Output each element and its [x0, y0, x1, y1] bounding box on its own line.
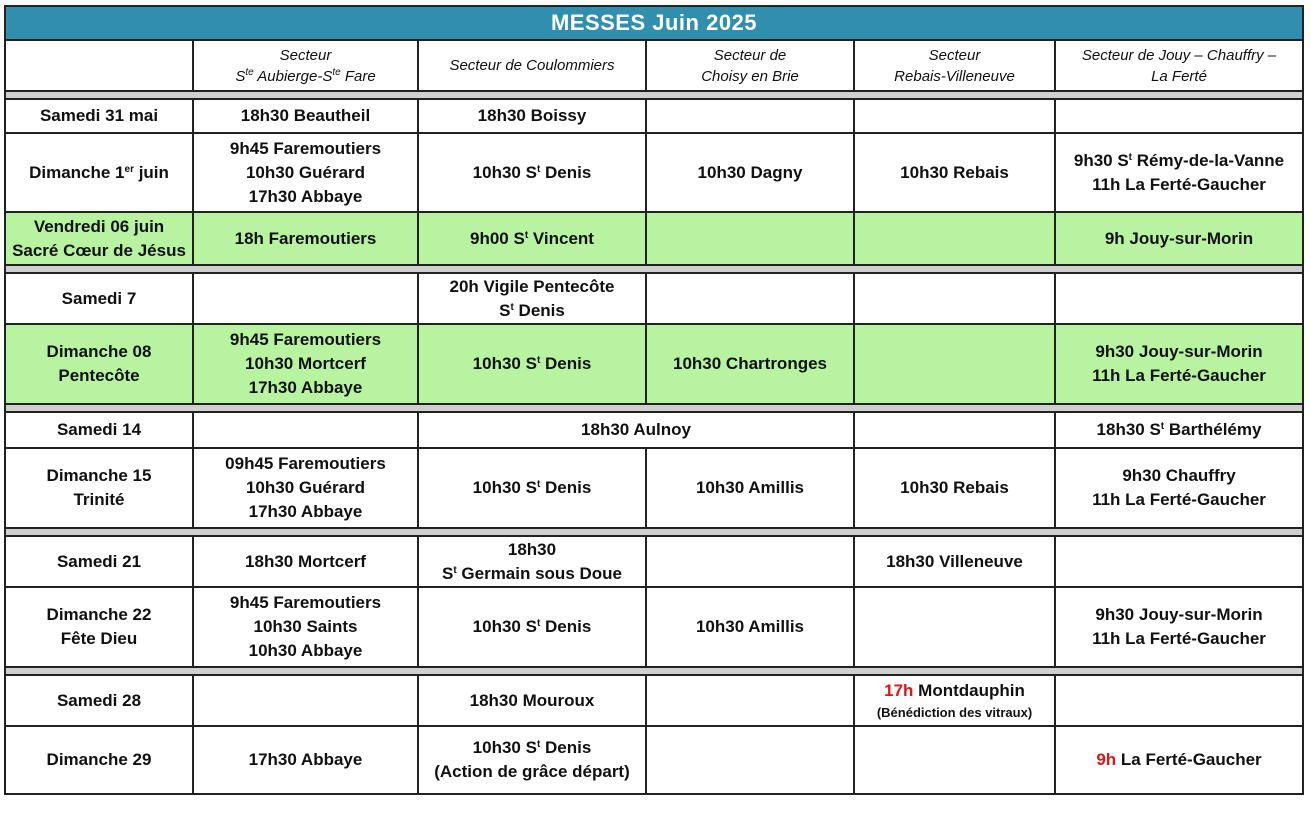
mass-cell: 10h30 Rebais — [854, 133, 1055, 212]
day-cell: Samedi 28 — [5, 675, 193, 726]
day-cell: Dimanche 08 Pentecôte — [5, 324, 193, 404]
mass-cell: 9h La Ferté-Gaucher — [1055, 726, 1303, 794]
mass-cell: 10h30 $S^t$ Denis — [418, 324, 646, 404]
mass-cell: 9h30 Jouy-sur-Morin 11h La Ferté-Gaucher — [1055, 587, 1303, 667]
mass-cell: 9h Jouy-sur-Morin — [1055, 212, 1303, 265]
table-row — [5, 448, 1303, 528]
empty-cell — [1055, 675, 1303, 726]
header-blank — [5, 40, 193, 91]
table-row — [5, 536, 1303, 587]
mass-cell: 10h30 Amillis — [646, 587, 854, 667]
separator-row — [5, 91, 1303, 99]
table-row — [5, 726, 1303, 794]
mass-cell: 18h30 $S^t$ Barthélémy — [1055, 412, 1303, 448]
mass-cell: 10h30 $S^t$ Denis — [418, 133, 646, 212]
empty-cell — [646, 99, 854, 133]
empty-cell — [646, 726, 854, 794]
mass-cell: 10h30 Amillis — [646, 448, 854, 528]
empty-cell — [854, 99, 1055, 133]
table-row — [5, 212, 1303, 265]
day-cell: Samedi 31 mai — [5, 99, 193, 133]
mass-cell: 18h30 Boissy — [418, 99, 646, 133]
mass-cell: 10h30 Dagny — [646, 133, 854, 212]
mass-cell: 10h30 $S^t$ Denis (Action de grâce départ) — [418, 726, 646, 794]
header-sector-rebais: Secteur Rebais-Villeneuve — [854, 40, 1055, 91]
mass-cell: 17h Montdauphin (Bénédiction des vitraux) — [854, 675, 1055, 726]
mass-schedule — [4, 5, 1304, 795]
mass-cell: 10h30 Chartronges — [646, 324, 854, 404]
table-row — [5, 133, 1303, 212]
separator-row — [5, 265, 1303, 273]
header-sector-choisy: Secteur de Choisy en Brie — [646, 40, 854, 91]
day-cell: Samedi 7 — [5, 273, 193, 324]
table-row — [5, 587, 1303, 667]
empty-cell — [854, 587, 1055, 667]
table-row — [5, 273, 1303, 324]
header-sector-aubierge-name: $S^{te}$ Aubierge-$S^{te}$ Fare — [235, 66, 376, 85]
header-sector-coulommiers: Secteur de Coulommiers — [418, 40, 646, 91]
day-cell: Samedi 14 — [5, 412, 193, 448]
header-sector-aubierge: Secteur $S^{te}$ Aubierge-$S^{te}$ Fare — [193, 40, 418, 91]
empty-cell — [854, 273, 1055, 324]
table-row — [5, 99, 1303, 133]
mass-cell: 18h30 Beautheil — [193, 99, 418, 133]
empty-cell — [1055, 99, 1303, 133]
mass-cell: 9h30 $S^t$ Rémy-de-la-Vanne 11h La Ferté-Gaucher — [1055, 133, 1303, 212]
empty-cell — [1055, 273, 1303, 324]
day-cell: Dimanche 22 Fête Dieu — [5, 587, 193, 667]
mass-cell: 18h30 Mortcerf — [193, 536, 418, 587]
empty-cell — [193, 273, 418, 324]
mass-cell: 9h00 $S^t$ Vincent — [418, 212, 646, 265]
mass-cell: 18h30 $S^t$ Germain sous Doue — [418, 536, 646, 587]
mass-cell: 9h45 Faremoutiers 10h30 Mortcerf 17h30 Abbaye — [193, 324, 418, 404]
mass-cell: 18h30 Aulnoy — [418, 412, 854, 448]
mass-cell: 9h45 Faremoutiers 10h30 Guérard 17h30 Abbaye — [193, 133, 418, 212]
mass-cell: 9h45 Faremoutiers 10h30 Saints 10h30 Abbaye — [193, 587, 418, 667]
schedule-table — [4, 5, 1304, 795]
header-sector-jouy: Secteur de Jouy – Chauffry – La Ferté — [1055, 40, 1303, 91]
header-row — [5, 40, 1303, 91]
mass-cell: 9h30 Jouy-sur-Morin 11h La Ferté-Gaucher — [1055, 324, 1303, 404]
mass-cell: 17h30 Abbaye — [193, 726, 418, 794]
mass-cell: 10h30 Rebais — [854, 448, 1055, 528]
empty-cell — [854, 212, 1055, 265]
time-highlight: 17h — [884, 680, 914, 700]
empty-cell — [1055, 536, 1303, 587]
table-row — [5, 324, 1303, 404]
mass-cell: 18h Faremoutiers — [193, 212, 418, 265]
mass-cell: 9h30 Chauffry 11h La Ferté-Gaucher — [1055, 448, 1303, 528]
time-highlight: 9h — [1096, 750, 1117, 769]
separator-row — [5, 667, 1303, 675]
day-cell: Dimanche 29 — [5, 726, 193, 794]
empty-cell — [193, 412, 418, 448]
mass-cell: 10h30 $S^t$ Denis — [418, 587, 646, 667]
empty-cell — [646, 675, 854, 726]
day-cell: Vendredi 06 juin Sacré Cœur de Jésus — [5, 212, 193, 265]
day-cell: Dimanche 15 Trinité — [5, 448, 193, 528]
day-cell: Samedi 21 — [5, 536, 193, 587]
separator-row — [5, 404, 1303, 412]
empty-cell — [854, 412, 1055, 448]
mass-cell: 20h Vigile Pentecôte $S^t$ Denis — [418, 273, 646, 324]
empty-cell — [646, 273, 854, 324]
empty-cell — [646, 536, 854, 587]
empty-cell — [854, 726, 1055, 794]
mass-cell: 09h45 Faremoutiers 10h30 Guérard 17h30 Abbaye — [193, 448, 418, 528]
empty-cell — [193, 675, 418, 726]
mass-cell: 18h30 Villeneuve — [854, 536, 1055, 587]
table-row — [5, 412, 1303, 448]
day-cell: Dimanche 1er juin — [5, 133, 193, 212]
mass-cell: 10h30 $S^t$ Denis — [418, 448, 646, 528]
empty-cell — [646, 212, 854, 265]
table-row — [5, 675, 1303, 726]
mass-cell: 18h30 Mouroux — [418, 675, 646, 726]
empty-cell — [854, 324, 1055, 404]
separator-row — [5, 528, 1303, 536]
schedule-title: MESSES Juin 2025 — [5, 6, 1303, 40]
